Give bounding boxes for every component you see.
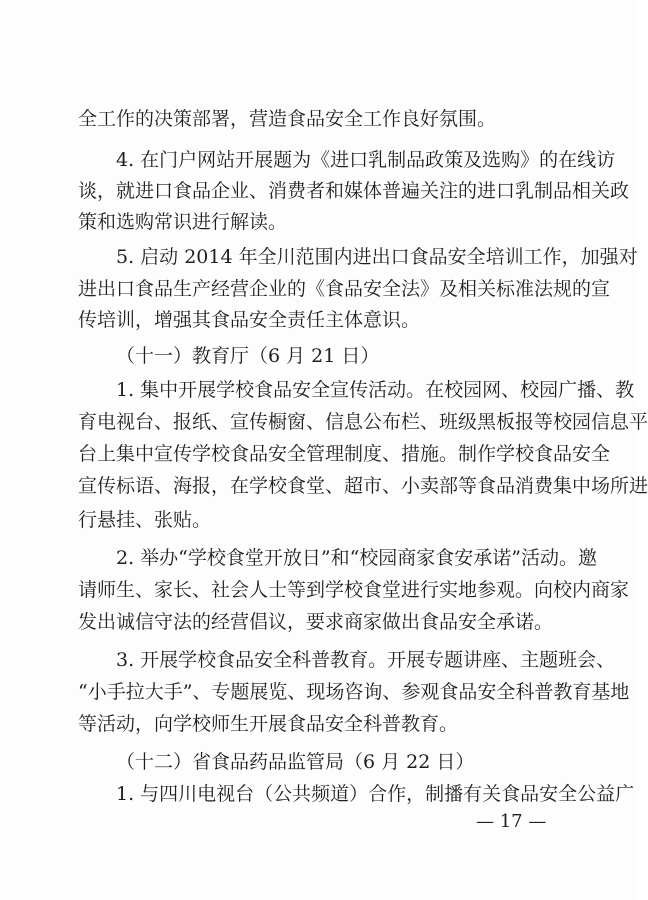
text-line: 宣传标语、海报，在学校食堂、超市、小卖部等食品消费集中场所进 — [78, 475, 648, 497]
text-line: 4. 在门户网站开展题为《进口乳制品政策及选购》的在线访 — [116, 149, 616, 171]
text-line: 全工作的决策部署，营造食品安全工作良好氛围。 — [78, 108, 497, 130]
text-line: 行悬挂、张贴。 — [78, 509, 212, 531]
text-line: 5. 启动 2014 年全川范围内进出口食品安全培训工作，加强对 — [116, 246, 638, 268]
text-line: 育电视台、报纸、宣传橱窗、信息公布栏、班级黑板报等校园信息平 — [78, 411, 648, 433]
text-line: 进出口食品生产经营企业的《食品安全法》及相关标准法规的宣 — [78, 278, 611, 300]
text-line: 等活动，向学校师生开展食品安全科普教育。 — [78, 713, 459, 735]
text-line: 1. 集中开展学校食品安全宣传活动。在校园网、校园广播、教 — [116, 379, 635, 401]
page-number: — 17 — — [476, 811, 547, 832]
text-line: 3. 开展学校食品安全科普教育。开展专题讲座、主题班会、 — [116, 649, 616, 671]
text-line: 策和选购常识进行解读。 — [78, 211, 288, 233]
text-line: 1. 与四川电视台（公共频道）合作，制播有关食品安全公益广 — [116, 783, 635, 805]
section-heading: （十一）教育厅（6 月 21 日） — [116, 345, 380, 367]
text-line: 台上集中宣传学校食品安全管理制度、措施。制作学校食品安全 — [78, 443, 611, 465]
text-line: 请师生、家长、社会人士等到学校食堂进行实地参观。向校内商家 — [78, 579, 630, 601]
text-line: 发出诚信守法的经营倡议，要求商家做出食品安全承诺。 — [78, 611, 554, 633]
text-line: 谈，就进口食品企业、消费者和媒体普遍关注的进口乳制品相关政 — [78, 180, 630, 202]
text-line: 2. 举办“学校食堂开放日”和“校园商家食安承诺”活动。邀 — [116, 547, 598, 569]
text-line: 传培训，增强其食品安全责任主体意识。 — [78, 309, 421, 331]
text-line: “小手拉大手”、专题展览、现场咨询、参观食品安全科普教育基地 — [78, 681, 630, 703]
section-heading: （十二）省食品药品监管局（6 月 22 日） — [116, 751, 475, 773]
